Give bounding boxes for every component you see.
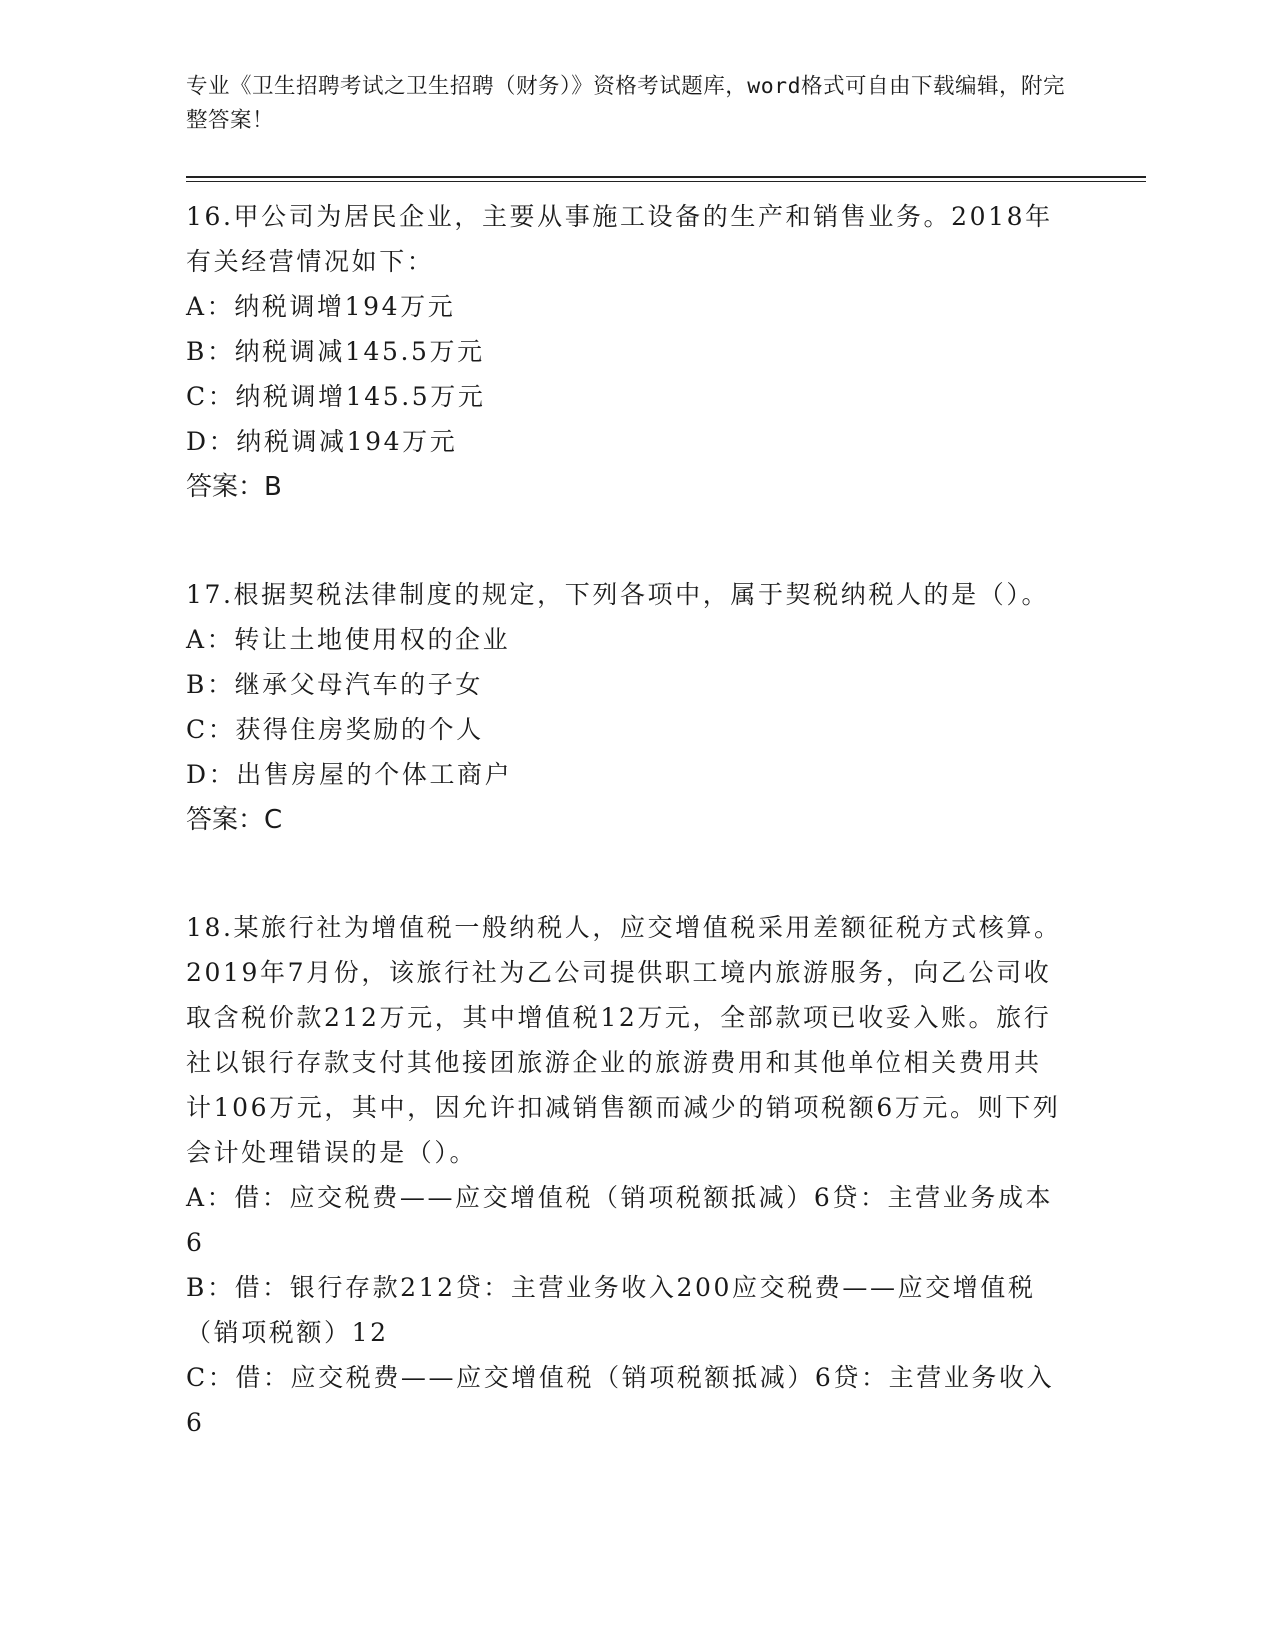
option-d: D：出售房屋的个体工商户	[186, 760, 513, 789]
option-b: B：借：银行存款212贷：主营业务收入200应交税费——应交增值税（销项税额）12	[186, 1273, 1036, 1347]
option-d: D：纳税调减194万元	[186, 427, 458, 456]
option-a: A：转让土地使用权的企业	[186, 625, 511, 654]
question-18	[186, 905, 1066, 1445]
answer: 答案：C	[186, 805, 283, 835]
option-b: B：纳税调减145.5万元	[186, 337, 485, 366]
document-header: 专业《卫生招聘考试之卫生招聘（财务）》资格考试题库，word格式可自由下载编辑，附完整答案！	[186, 74, 1066, 133]
question-stem: 18.某旅行社为增值税一般纳税人，应交增值税采用差额征税方式核算。2019年7月份，该旅行社为乙公司提供职工境内旅游服务，向乙公司收取含税价款212万元，其中增值税12万元，全部款项已收妥入账。旅行社以银行存款支付其他接团旅游企业的旅游费用和其他单位相关费用共计106万元，其中，因允许扣减销售额而减少的销项税额6万元。则下列会计处理错误的是（）。	[186, 913, 1062, 1167]
option-a: A：借：应交税费——应交增值税（销项税额抵减）6贷：主营业务成本6	[186, 1183, 1054, 1257]
question-list	[186, 194, 1066, 1445]
question-stem: 17.根据契税法律制度的规定，下列各项中，属于契税纳税人的是（）。	[186, 580, 1050, 609]
option-a: A：纳税调增194万元	[186, 292, 456, 321]
question-16	[186, 194, 1066, 510]
document-page	[186, 70, 1086, 1445]
answer: 答案：B	[186, 472, 282, 502]
question-17	[186, 572, 1066, 843]
option-c: C：借：应交税费——应交增值税（销项税额抵减）6贷：主营业务收入6	[186, 1363, 1055, 1437]
option-b: B：继承父母汽车的子女	[186, 670, 483, 699]
option-c: C：纳税调增145.5万元	[186, 382, 486, 411]
option-c: C：获得住房奖励的个人	[186, 715, 484, 744]
header-divider	[186, 176, 1146, 182]
question-stem: 16.甲公司为居民企业，主要从事施工设备的生产和销售业务。2018年有关经营情况如下：	[186, 202, 1053, 276]
